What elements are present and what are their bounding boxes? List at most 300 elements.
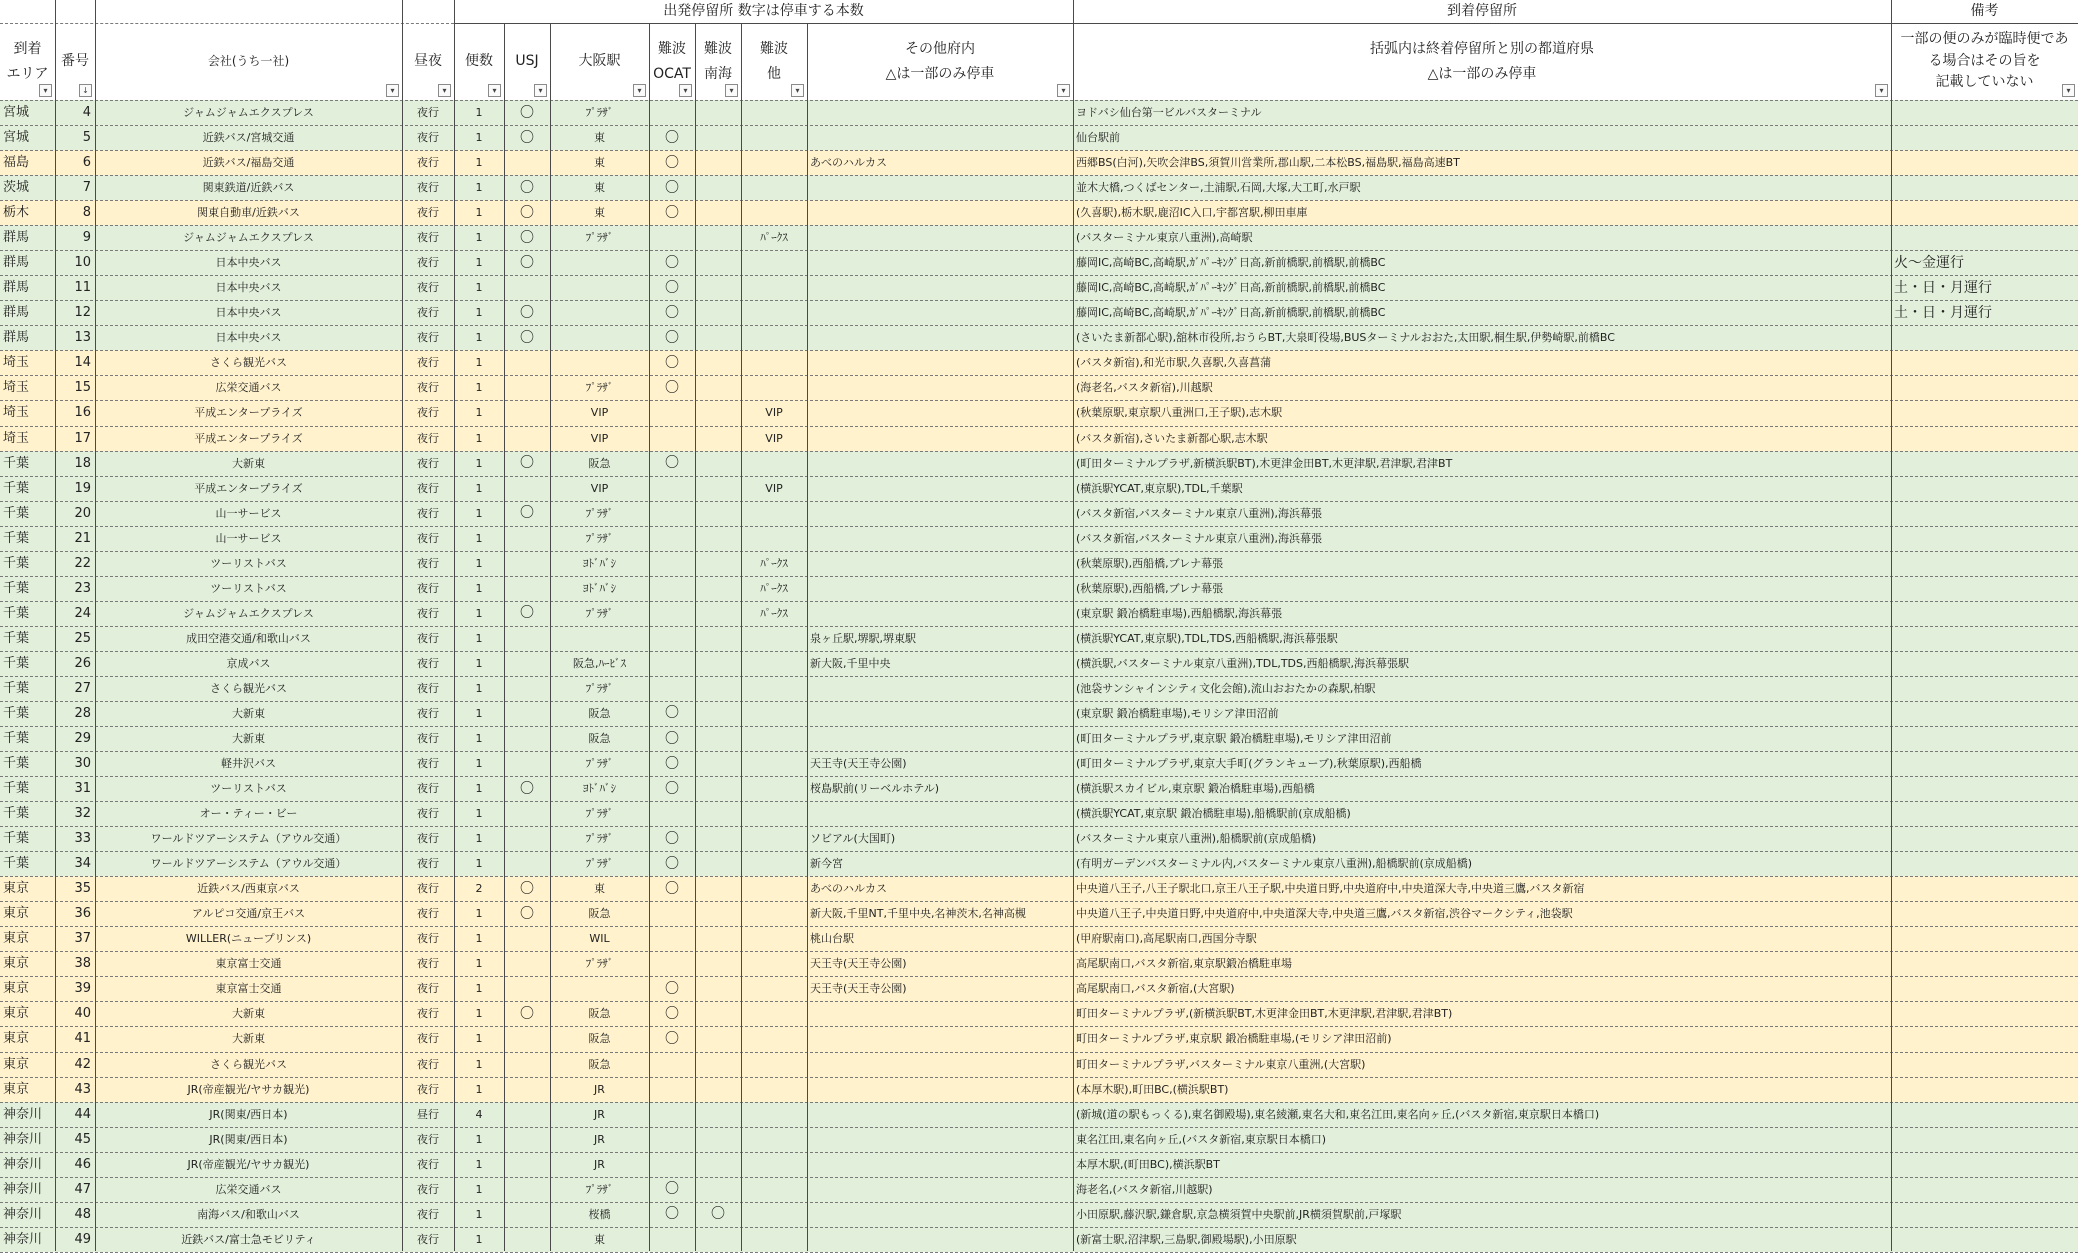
cell-ocat[interactable] bbox=[649, 1102, 695, 1127]
cell-nankai[interactable] bbox=[695, 701, 741, 726]
cell-arrival[interactable]: 海老名,(バスタ新宿,川越駅) bbox=[1076, 1182, 1213, 1196]
cell-cnt[interactable]: 1 bbox=[475, 1132, 483, 1146]
cell-nankai[interactable] bbox=[695, 426, 741, 451]
cell-company[interactable]: ジャムジャムエクスプレス bbox=[183, 231, 314, 245]
cell-ocat[interactable]: 〇 bbox=[665, 379, 679, 396]
cell-area[interactable]: 神奈川 bbox=[3, 1206, 43, 1222]
cell-arrival[interactable]: (本厚木駅),町田BC,(横浜駅BT) bbox=[1076, 1082, 1229, 1096]
cell-osaka[interactable]: ﾌﾟﾗｻﾞ bbox=[585, 857, 614, 871]
cell-usj[interactable] bbox=[504, 576, 550, 601]
cell-ocat[interactable] bbox=[649, 400, 695, 425]
cell-osaka[interactable]: 阪急 bbox=[588, 706, 611, 720]
cell-note[interactable] bbox=[1891, 1227, 2078, 1252]
cell-cnt[interactable]: 1 bbox=[475, 681, 483, 695]
cell-nother[interactable] bbox=[741, 375, 807, 400]
cell-no[interactable]: 9 bbox=[82, 230, 91, 246]
cell-area[interactable]: 群馬 bbox=[3, 255, 30, 271]
cell-area[interactable]: 千葉 bbox=[3, 480, 30, 496]
cell-nother[interactable]: ﾊﾟｰｸｽ bbox=[760, 231, 788, 245]
cell-area[interactable]: 東京 bbox=[3, 1081, 30, 1097]
cell-area[interactable]: 千葉 bbox=[3, 806, 30, 822]
cell-other[interactable] bbox=[807, 476, 1073, 501]
cell-dn[interactable]: 夜行 bbox=[417, 281, 439, 295]
cell-company[interactable]: ワールドツアーシステム（アウル交通） bbox=[150, 832, 347, 846]
cell-dn[interactable]: 夜行 bbox=[417, 681, 439, 695]
cell-area[interactable]: 千葉 bbox=[3, 655, 30, 671]
cell-arrival[interactable]: (バスタ新宿,バスターミナル東京八重洲),海浜幕張 bbox=[1076, 506, 1323, 520]
cell-arrival[interactable]: (新城(道の駅もっくる),東名御殿場),東名綾瀬,東名大和,東名江田,東名向ヶ丘,(バスタ新宿,東京駅日本橋口) bbox=[1076, 1107, 1600, 1121]
cell-cnt[interactable]: 4 bbox=[475, 1107, 483, 1121]
cell-arrival[interactable]: 藤岡IC,高崎BC,高崎駅,ｶﾞﾊﾟｰｷﾝｸﾞ日高,新前橋駅,前橋駅,前橋BC bbox=[1076, 281, 1386, 295]
cell-no[interactable]: 27 bbox=[74, 680, 91, 696]
cell-area[interactable]: 茨城 bbox=[3, 180, 30, 196]
cell-nother[interactable] bbox=[741, 951, 807, 976]
cell-dn[interactable]: 夜行 bbox=[417, 1207, 439, 1221]
cell-dn[interactable]: 夜行 bbox=[417, 1057, 439, 1071]
cell-nankai[interactable] bbox=[695, 150, 741, 175]
cell-osaka[interactable]: ﾌﾟﾗｻﾞ bbox=[585, 1182, 614, 1196]
cell-no[interactable]: 21 bbox=[74, 530, 91, 546]
cell-area[interactable]: 東京 bbox=[3, 1031, 30, 1047]
cell-other[interactable] bbox=[807, 375, 1073, 400]
cell-usj[interactable] bbox=[504, 1202, 550, 1227]
cell-cnt[interactable]: 1 bbox=[475, 456, 483, 470]
cell-arrival[interactable]: 藤岡IC,高崎BC,高崎駅,ｶﾞﾊﾟｰｷﾝｸﾞ日高,新前橋駅,前橋駅,前橋BC bbox=[1076, 256, 1386, 270]
cell-company[interactable]: JR(帝産観光/ヤサカ観光) bbox=[187, 1082, 310, 1096]
filter-dropdown-icon[interactable]: ▾ bbox=[386, 84, 399, 97]
cell-arrival[interactable]: (池袋サンシャインシティ文化会館),流山おおたかの森駅,柏駅 bbox=[1076, 681, 1376, 695]
cell-usj[interactable]: 〇 bbox=[520, 129, 534, 146]
cell-nother[interactable]: ﾊﾟｰｸｽ bbox=[760, 556, 788, 570]
cell-nankai[interactable] bbox=[695, 826, 741, 851]
cell-usj[interactable] bbox=[504, 1152, 550, 1177]
filter-dropdown-icon[interactable]: ▾ bbox=[725, 84, 738, 97]
cell-company[interactable]: ツーリストバス bbox=[210, 556, 287, 570]
cell-osaka[interactable] bbox=[550, 250, 649, 275]
cell-company[interactable]: 山一サービス bbox=[215, 506, 282, 520]
cell-note[interactable] bbox=[1891, 1052, 2078, 1077]
cell-no[interactable]: 6 bbox=[82, 155, 91, 171]
cell-note[interactable] bbox=[1891, 125, 2078, 150]
cell-no[interactable]: 20 bbox=[74, 505, 91, 521]
cell-note[interactable] bbox=[1891, 651, 2078, 676]
cell-arrival[interactable]: 高尾駅南口,バスタ新宿,東京駅鍛冶橋駐車場 bbox=[1076, 957, 1292, 971]
cell-note[interactable] bbox=[1891, 601, 2078, 626]
cell-arrival[interactable]: (横浜駅YCAT,東京駅),TDL,千葉駅 bbox=[1076, 481, 1243, 495]
filter-dropdown-icon[interactable]: ▾ bbox=[39, 84, 52, 97]
cell-other[interactable] bbox=[807, 1127, 1073, 1152]
cell-area[interactable]: 千葉 bbox=[3, 731, 30, 747]
filter-dropdown-icon[interactable]: ▾ bbox=[791, 84, 804, 97]
cell-dn[interactable]: 夜行 bbox=[417, 356, 439, 370]
cell-dn[interactable]: 夜行 bbox=[417, 406, 439, 420]
cell-area[interactable]: 群馬 bbox=[3, 280, 30, 296]
cell-arrival[interactable]: 藤岡IC,高崎BC,高崎駅,ｶﾞﾊﾟｰｷﾝｸﾞ日高,新前橋駅,前橋駅,前橋BC bbox=[1076, 306, 1386, 320]
cell-arrival[interactable]: (町田ターミナルプラザ,東京駅 鍛冶橋駐車場),モリシア津田沼前 bbox=[1076, 732, 1392, 746]
cell-osaka[interactable]: 東 bbox=[594, 181, 605, 195]
cell-area[interactable]: 群馬 bbox=[3, 330, 30, 346]
cell-nother[interactable] bbox=[741, 275, 807, 300]
cell-company[interactable]: 近鉄バス/宮城交通 bbox=[202, 131, 295, 145]
cell-usj[interactable] bbox=[504, 926, 550, 951]
cell-dn[interactable]: 夜行 bbox=[417, 631, 439, 645]
cell-area[interactable]: 千葉 bbox=[3, 781, 30, 797]
cell-usj[interactable] bbox=[504, 1077, 550, 1102]
cell-no[interactable]: 5 bbox=[82, 130, 91, 146]
cell-cnt[interactable]: 1 bbox=[475, 156, 483, 170]
cell-other[interactable]: 天王寺(天王寺公園) bbox=[810, 957, 907, 971]
cell-company[interactable]: 京成バス bbox=[226, 656, 271, 670]
cell-area[interactable]: 埼玉 bbox=[3, 405, 30, 421]
cell-nother[interactable]: VIP bbox=[765, 406, 783, 420]
cell-nother[interactable] bbox=[741, 1026, 807, 1051]
cell-usj[interactable] bbox=[504, 1102, 550, 1127]
cell-company[interactable]: 日本中央バス bbox=[215, 331, 282, 345]
cell-osaka[interactable]: ﾖﾄﾞﾊﾞｼ bbox=[583, 556, 616, 570]
cell-nankai[interactable] bbox=[695, 1077, 741, 1102]
cell-usj[interactable]: 〇 bbox=[520, 605, 534, 622]
cell-arrival[interactable]: 本厚木駅,(町田BC),横浜駅BT bbox=[1076, 1157, 1220, 1171]
cell-company[interactable]: 平成エンタープライズ bbox=[194, 431, 303, 445]
cell-ocat[interactable]: 〇 bbox=[665, 129, 679, 146]
cell-usj[interactable] bbox=[504, 651, 550, 676]
cell-cnt[interactable]: 1 bbox=[475, 631, 483, 645]
cell-cnt[interactable]: 1 bbox=[475, 1207, 483, 1221]
cell-company[interactable]: 関東鉄道/近鉄バス bbox=[202, 181, 295, 195]
cell-company[interactable]: 山一サービス bbox=[215, 531, 282, 545]
cell-nother[interactable] bbox=[741, 626, 807, 651]
cell-dn[interactable]: 夜行 bbox=[417, 581, 439, 595]
cell-nother[interactable] bbox=[741, 1202, 807, 1227]
cell-no[interactable]: 15 bbox=[74, 380, 91, 396]
cell-nother[interactable] bbox=[741, 651, 807, 676]
cell-nankai[interactable] bbox=[695, 801, 741, 826]
cell-ocat[interactable]: 〇 bbox=[665, 455, 679, 472]
cell-usj[interactable]: 〇 bbox=[520, 104, 534, 121]
cell-nother[interactable] bbox=[741, 350, 807, 375]
cell-no[interactable]: 10 bbox=[74, 255, 91, 271]
cell-nankai[interactable] bbox=[695, 1152, 741, 1177]
cell-nother[interactable] bbox=[741, 100, 807, 125]
cell-dn[interactable]: 夜行 bbox=[417, 556, 439, 570]
cell-company[interactable]: 南海バス/和歌山バス bbox=[197, 1207, 300, 1221]
filter-dropdown-icon[interactable]: ▾ bbox=[488, 84, 501, 97]
cell-arrival[interactable]: 小田原駅,藤沢駅,鎌倉駅,京急横須賀中央駅前,JR横須賀駅前,戸塚駅 bbox=[1076, 1207, 1402, 1221]
cell-area[interactable]: 埼玉 bbox=[3, 355, 30, 371]
cell-ocat[interactable] bbox=[649, 576, 695, 601]
cell-dn[interactable]: 夜行 bbox=[417, 206, 439, 220]
cell-usj[interactable] bbox=[504, 751, 550, 776]
cell-no[interactable]: 8 bbox=[82, 205, 91, 221]
cell-dn[interactable]: 夜行 bbox=[417, 656, 439, 670]
cell-arrival[interactable]: (海老名,バスタ新宿),川越駅 bbox=[1076, 381, 1213, 395]
cell-area[interactable]: 千葉 bbox=[3, 505, 30, 521]
cell-dn[interactable]: 夜行 bbox=[417, 957, 439, 971]
cell-osaka[interactable]: VIP bbox=[590, 431, 609, 445]
cell-company[interactable]: 広栄交通バス bbox=[215, 381, 282, 395]
cell-no[interactable]: 29 bbox=[74, 731, 91, 747]
cell-nother[interactable] bbox=[741, 300, 807, 325]
cell-cnt[interactable]: 1 bbox=[475, 556, 483, 570]
cell-ocat[interactable]: 〇 bbox=[665, 254, 679, 271]
cell-osaka[interactable] bbox=[550, 976, 649, 1001]
cell-other[interactable] bbox=[807, 1052, 1073, 1077]
cell-nankai[interactable] bbox=[695, 601, 741, 626]
cell-nother[interactable] bbox=[741, 175, 807, 200]
cell-cnt[interactable]: 1 bbox=[475, 782, 483, 796]
cell-osaka[interactable]: ﾌﾟﾗｻﾞ bbox=[585, 757, 614, 771]
cell-nankai[interactable] bbox=[695, 300, 741, 325]
cell-cnt[interactable]: 1 bbox=[475, 231, 483, 245]
cell-company[interactable]: 関東自動車/近鉄バス bbox=[197, 206, 300, 220]
cell-other[interactable] bbox=[807, 676, 1073, 701]
cell-dn[interactable]: 夜行 bbox=[417, 1082, 439, 1096]
cell-nother[interactable] bbox=[741, 250, 807, 275]
cell-nankai[interactable] bbox=[695, 125, 741, 150]
cell-osaka[interactable]: ﾌﾟﾗｻﾞ bbox=[585, 606, 614, 620]
cell-other[interactable] bbox=[807, 551, 1073, 576]
cell-note[interactable] bbox=[1891, 951, 2078, 976]
cell-arrival[interactable]: (甲府駅南口),高尾駅南口,西国分寺駅 bbox=[1076, 932, 1257, 946]
cell-other[interactable] bbox=[807, 325, 1073, 350]
cell-nother[interactable] bbox=[741, 150, 807, 175]
cell-cnt[interactable]: 1 bbox=[475, 732, 483, 746]
cell-area[interactable]: 千葉 bbox=[3, 455, 30, 471]
cell-no[interactable]: 41 bbox=[74, 1031, 91, 1047]
cell-no[interactable]: 16 bbox=[74, 405, 91, 421]
cell-cnt[interactable]: 1 bbox=[475, 757, 483, 771]
cell-no[interactable]: 49 bbox=[74, 1231, 91, 1247]
cell-note[interactable] bbox=[1891, 551, 2078, 576]
cell-ocat[interactable] bbox=[649, 551, 695, 576]
cell-area[interactable]: 宮城 bbox=[3, 105, 30, 121]
cell-no[interactable]: 43 bbox=[74, 1081, 91, 1097]
cell-other[interactable] bbox=[807, 1227, 1073, 1252]
cell-ocat[interactable] bbox=[649, 100, 695, 125]
cell-nankai[interactable] bbox=[695, 901, 741, 926]
cell-dn[interactable]: 夜行 bbox=[417, 1132, 439, 1146]
cell-area[interactable]: 千葉 bbox=[3, 605, 30, 621]
cell-nother[interactable] bbox=[741, 125, 807, 150]
cell-area[interactable]: 宮城 bbox=[3, 130, 30, 146]
cell-no[interactable]: 32 bbox=[74, 806, 91, 822]
cell-nother[interactable] bbox=[741, 901, 807, 926]
cell-ocat[interactable]: 〇 bbox=[665, 304, 679, 321]
cell-ocat[interactable] bbox=[649, 926, 695, 951]
cell-nankai[interactable] bbox=[695, 576, 741, 601]
cell-usj[interactable] bbox=[504, 426, 550, 451]
cell-arrival[interactable]: 東名江田,東名向ヶ丘,(バスタ新宿,東京駅日本橋口) bbox=[1076, 1132, 1327, 1146]
cell-ocat[interactable] bbox=[649, 951, 695, 976]
cell-other[interactable] bbox=[807, 350, 1073, 375]
cell-nother[interactable] bbox=[741, 776, 807, 801]
cell-arrival[interactable]: ヨドバシ仙台第一ビルバスターミナル bbox=[1076, 106, 1262, 120]
cell-nankai[interactable] bbox=[695, 1052, 741, 1077]
cell-usj[interactable]: 〇 bbox=[520, 304, 534, 321]
cell-cnt[interactable]: 1 bbox=[475, 1232, 483, 1246]
cell-usj[interactable]: 〇 bbox=[520, 229, 534, 246]
cell-ocat[interactable] bbox=[649, 1077, 695, 1102]
cell-dn[interactable]: 夜行 bbox=[417, 456, 439, 470]
cell-nankai[interactable] bbox=[695, 175, 741, 200]
cell-nankai[interactable] bbox=[695, 350, 741, 375]
cell-usj[interactable] bbox=[504, 626, 550, 651]
cell-usj[interactable]: 〇 bbox=[520, 505, 534, 522]
cell-company[interactable]: 大新東 bbox=[232, 732, 265, 746]
cell-cnt[interactable]: 1 bbox=[475, 957, 483, 971]
cell-note[interactable] bbox=[1891, 400, 2078, 425]
filter-dropdown-icon[interactable]: ▾ bbox=[1875, 84, 1888, 97]
cell-other[interactable] bbox=[807, 400, 1073, 425]
cell-osaka[interactable]: ﾌﾟﾗｻﾞ bbox=[585, 807, 614, 821]
cell-other[interactable] bbox=[807, 1177, 1073, 1202]
cell-dn[interactable]: 夜行 bbox=[417, 1032, 439, 1046]
cell-other[interactable] bbox=[807, 250, 1073, 275]
cell-nother[interactable] bbox=[741, 200, 807, 225]
cell-cnt[interactable]: 1 bbox=[475, 1007, 483, 1021]
cell-no[interactable]: 14 bbox=[74, 355, 91, 371]
cell-nankai[interactable] bbox=[695, 275, 741, 300]
cell-nother[interactable] bbox=[741, 1001, 807, 1026]
cell-note[interactable] bbox=[1891, 1102, 2078, 1127]
cell-nankai[interactable] bbox=[695, 501, 741, 526]
cell-nother[interactable]: VIP bbox=[765, 431, 783, 445]
cell-dn[interactable]: 夜行 bbox=[417, 256, 439, 270]
cell-nankai[interactable] bbox=[695, 400, 741, 425]
cell-dn[interactable]: 夜行 bbox=[417, 706, 439, 720]
cell-dn[interactable]: 夜行 bbox=[417, 907, 439, 921]
cell-area[interactable]: 神奈川 bbox=[3, 1106, 43, 1122]
cell-company[interactable]: ジャムジャムエクスプレス bbox=[183, 606, 314, 620]
cell-other[interactable]: あべのハルカス bbox=[810, 882, 887, 896]
cell-osaka[interactable] bbox=[550, 350, 649, 375]
cell-arrival[interactable]: (横浜駅YCAT,東京駅),TDL,TDS,西船橋駅,海浜幕張駅 bbox=[1076, 631, 1338, 645]
cell-osaka[interactable]: ﾖﾄﾞﾊﾞｼ bbox=[583, 782, 616, 796]
cell-osaka[interactable] bbox=[550, 275, 649, 300]
cell-area[interactable]: 東京 bbox=[3, 1056, 30, 1072]
cell-area[interactable]: 東京 bbox=[3, 931, 30, 947]
cell-osaka[interactable]: 東 bbox=[594, 882, 605, 896]
cell-dn[interactable]: 夜行 bbox=[417, 481, 439, 495]
cell-note[interactable] bbox=[1891, 676, 2078, 701]
cell-osaka[interactable] bbox=[550, 626, 649, 651]
cell-usj[interactable]: 〇 bbox=[520, 329, 534, 346]
cell-usj[interactable]: 〇 bbox=[520, 254, 534, 271]
cell-ocat[interactable] bbox=[649, 476, 695, 501]
cell-cnt[interactable]: 1 bbox=[475, 531, 483, 545]
cell-area[interactable]: 千葉 bbox=[3, 680, 30, 696]
cell-cnt[interactable]: 1 bbox=[475, 1182, 483, 1196]
cell-usj[interactable] bbox=[504, 551, 550, 576]
cell-ocat[interactable]: 〇 bbox=[665, 329, 679, 346]
cell-note[interactable] bbox=[1891, 175, 2078, 200]
cell-other[interactable] bbox=[807, 225, 1073, 250]
cell-no[interactable]: 25 bbox=[74, 630, 91, 646]
cell-osaka[interactable]: JR bbox=[594, 1132, 605, 1146]
cell-company[interactable]: JR(帝産観光/ヤサカ観光) bbox=[187, 1157, 310, 1171]
cell-usj[interactable] bbox=[504, 826, 550, 851]
cell-dn[interactable]: 夜行 bbox=[417, 156, 439, 170]
cell-other[interactable] bbox=[807, 1152, 1073, 1177]
cell-area[interactable]: 神奈川 bbox=[3, 1181, 43, 1197]
cell-no[interactable]: 45 bbox=[74, 1131, 91, 1147]
cell-nother[interactable]: VIP bbox=[765, 481, 783, 495]
cell-company[interactable]: 大新東 bbox=[232, 1032, 265, 1046]
cell-osaka[interactable]: 阪急 bbox=[588, 1007, 611, 1021]
cell-cnt[interactable]: 1 bbox=[475, 406, 483, 420]
cell-note[interactable] bbox=[1891, 726, 2078, 751]
cell-area[interactable]: 千葉 bbox=[3, 831, 30, 847]
cell-area[interactable]: 千葉 bbox=[3, 530, 30, 546]
cell-no[interactable]: 37 bbox=[74, 931, 91, 947]
cell-cnt[interactable]: 1 bbox=[475, 381, 483, 395]
cell-note[interactable] bbox=[1891, 576, 2078, 601]
cell-area[interactable]: 群馬 bbox=[3, 230, 30, 246]
cell-nankai[interactable] bbox=[695, 951, 741, 976]
cell-arrival[interactable]: 西郷BS(白河),矢吹会津BS,須賀川営業所,郡山駅,二本松BS,福島駅,福島高速BT bbox=[1076, 156, 1460, 170]
cell-ocat[interactable] bbox=[649, 676, 695, 701]
cell-usj[interactable] bbox=[504, 726, 550, 751]
cell-no[interactable]: 18 bbox=[74, 455, 91, 471]
cell-company[interactable]: 東京富士交通 bbox=[215, 957, 282, 971]
cell-company[interactable]: WILLER(ニュープリンス) bbox=[185, 932, 312, 946]
cell-ocat[interactable]: 〇 bbox=[665, 1206, 679, 1223]
cell-ocat[interactable] bbox=[649, 1052, 695, 1077]
cell-note[interactable]: 土・日・月運行 bbox=[1894, 304, 1992, 321]
cell-other[interactable] bbox=[807, 451, 1073, 476]
cell-note[interactable] bbox=[1891, 751, 2078, 776]
cell-note[interactable] bbox=[1891, 1202, 2078, 1227]
cell-company[interactable]: ツーリストバス bbox=[210, 782, 287, 796]
cell-note[interactable] bbox=[1891, 426, 2078, 451]
cell-company[interactable]: さくら観光バス bbox=[210, 1057, 287, 1071]
cell-arrival[interactable]: 町田ターミナルプラザ,(新横浜駅BT,木更津金田BT,木更津駅,君津駅,君津BT) bbox=[1076, 1007, 1453, 1021]
cell-other[interactable] bbox=[807, 175, 1073, 200]
sort-ascending-icon[interactable]: ↓ bbox=[79, 84, 92, 97]
cell-usj[interactable] bbox=[504, 1227, 550, 1252]
cell-osaka[interactable]: ﾌﾟﾗｻﾞ bbox=[585, 957, 614, 971]
cell-company[interactable]: 成田空港交通/和歌山バス bbox=[186, 631, 311, 645]
cell-ocat[interactable]: 〇 bbox=[665, 1181, 679, 1198]
cell-area[interactable]: 栃木 bbox=[3, 205, 30, 221]
cell-cnt[interactable]: 1 bbox=[475, 481, 483, 495]
cell-dn[interactable]: 夜行 bbox=[417, 732, 439, 746]
cell-nankai[interactable] bbox=[695, 876, 741, 901]
cell-other[interactable]: 新大阪,千里NT,千里中央,名神茨木,名神高槻 bbox=[810, 907, 1026, 921]
cell-no[interactable]: 46 bbox=[74, 1156, 91, 1172]
cell-arrival[interactable]: 中央道八王子,八王子駅北口,京王八王子駅,中央道日野,中央道府中,中央道深大寺,中央道三鷹,バスタ新宿 bbox=[1076, 882, 1585, 896]
cell-company[interactable]: 近鉄バス/西東京バス bbox=[197, 882, 300, 896]
cell-nankai[interactable] bbox=[695, 551, 741, 576]
cell-arrival[interactable]: (バスターミナル東京八重洲),船橋駅前(京成船橋) bbox=[1076, 832, 1317, 846]
cell-no[interactable]: 7 bbox=[82, 180, 91, 196]
cell-usj[interactable] bbox=[504, 801, 550, 826]
cell-cnt[interactable]: 1 bbox=[475, 506, 483, 520]
cell-cnt[interactable]: 1 bbox=[475, 656, 483, 670]
cell-area[interactable]: 千葉 bbox=[3, 630, 30, 646]
cell-cnt[interactable]: 1 bbox=[475, 106, 483, 120]
cell-osaka[interactable]: ﾌﾟﾗｻﾞ bbox=[585, 506, 614, 520]
cell-cnt[interactable]: 1 bbox=[475, 256, 483, 270]
cell-cnt[interactable]: 1 bbox=[475, 982, 483, 996]
cell-osaka[interactable]: 阪急 bbox=[588, 732, 611, 746]
cell-note[interactable] bbox=[1891, 976, 2078, 1001]
cell-area[interactable]: 千葉 bbox=[3, 856, 30, 872]
cell-arrival[interactable]: 仙台駅前 bbox=[1076, 131, 1120, 145]
cell-other[interactable] bbox=[807, 275, 1073, 300]
cell-note[interactable] bbox=[1891, 926, 2078, 951]
cell-dn[interactable]: 夜行 bbox=[417, 506, 439, 520]
